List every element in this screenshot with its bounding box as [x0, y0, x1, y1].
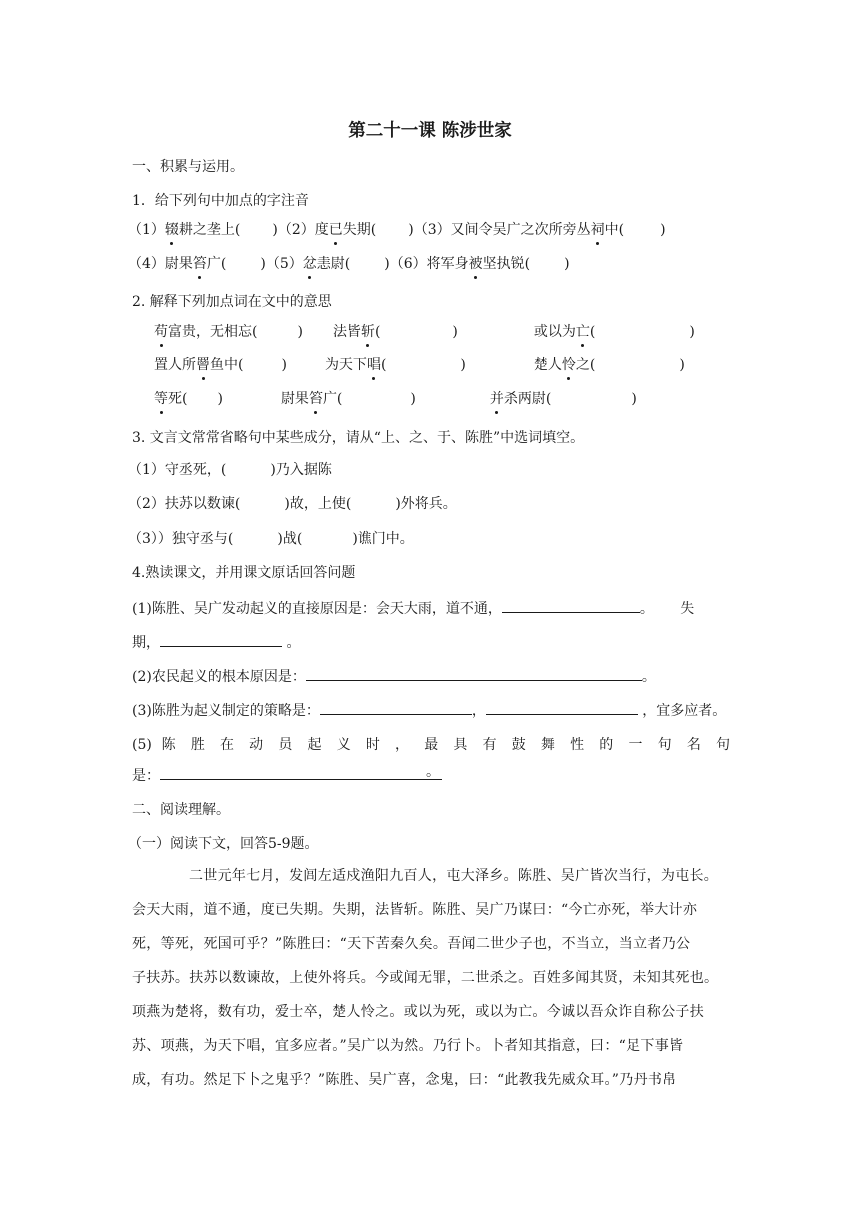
question-4-item-1-cont: 期， 。 [132, 632, 300, 653]
section-heading-2: 二、阅读理解。 [132, 802, 230, 818]
question-3-heading: 3. 文言文常常省略句中某些成分，请从“上、之、于、陈胜”中选词填空。 [132, 430, 585, 446]
question-2-row-3: 等死( ) 尉果笞广( ) 并杀两尉( ) [154, 391, 637, 407]
question-1-row-2: （4）尉果笞广( )（5）忿恚尉( )（6）将军身被坚执锐( ) [128, 256, 570, 272]
question-1-row-1: （1）辍耕之垄上( )（2）度已失期( )（3）又间令吴广之次所旁丛祠中( ) [128, 222, 666, 238]
question-4-item-1: (1)陈胜、吴广发动起义的直接原因是：会天大雨，道不通， 。 失 [132, 598, 694, 619]
passage-line: 死，等死，死国可乎？”陈胜曰：“天下苦秦久矣。吾闻二世少子也，不当立，当立者乃公 [132, 936, 691, 952]
question-4-item-5: (5) 陈 胜 在 动 员 起 义 时 ， 最 具 有 鼓 舞 性 的 一 句 名 句 [132, 737, 730, 753]
question-3-row-3: （3））独守丞与( )战( )谯门中。 [128, 531, 414, 547]
passage-line: 子扶苏。扶苏以数谏故，上使外将兵。今或闻无罪，二世杀之。百姓多闻其贤，未知其死也。 [132, 970, 719, 986]
question-3-row-1: （1）守丞死，( )乃入据陈 [128, 462, 332, 478]
section-heading-1: 一、积累与运用。 [132, 159, 244, 175]
page-title: 第二十一课 陈涉世家 [348, 121, 512, 141]
question-2-row-1: 苟富贵，无相忘( ) 法皆斩( ) 或以为亡( ) [154, 324, 695, 340]
question-2-heading: 2. 解释下列加点词在文中的意思 [132, 294, 332, 310]
question-1-heading: 1．给下列句中加点的字注音 [132, 193, 309, 209]
question-4-item-2: (2)农民起义的根本原因是： 。 [132, 666, 656, 687]
passage-line: 成，有功。然足下卜之鬼乎？”陈胜、吴广喜，念鬼，曰：“此教我先威众耳。”乃丹书帛 [132, 1072, 677, 1088]
passage-line: 苏、项燕，为天下唱，宜多应者。”吴广以为然。乃行卜。卜者知其指意，曰：“足下事皆 [132, 1038, 684, 1054]
question-4-heading: 4.熟读课文，并用课文原话回答问题 [132, 565, 356, 581]
reading-heading: （一）阅读下文，回答5-9题。 [128, 836, 319, 852]
question-3-row-2: （2）扶苏以数谏( )故，上使( )外将兵。 [128, 496, 457, 512]
passage-line: 会天大雨，道不通，度已失期。失期，法皆斩。陈胜、吴广乃谋曰：“今亡亦死，举大计亦 [132, 902, 698, 918]
question-4-item-5-cont: 是： 。 [132, 764, 440, 784]
question-2-row-2: 置人所罾鱼中( ) 为天下唱( ) 楚人怜之( ) [154, 357, 685, 373]
passage-line: 项燕为楚将，数有功，爱士卒，楚人怜之。或以为死，或以为亡。今诚以吾众诈自称公子扶 [132, 1004, 704, 1020]
question-4-item-3: (3)陈胜为起义制定的策略是： ， ，宜多应者。 [132, 700, 726, 721]
passage-line: 二世元年七月，发闾左适戍渔阳九百人，屯大泽乡。陈胜、吴广皆次当行，为屯长。 [189, 868, 719, 884]
